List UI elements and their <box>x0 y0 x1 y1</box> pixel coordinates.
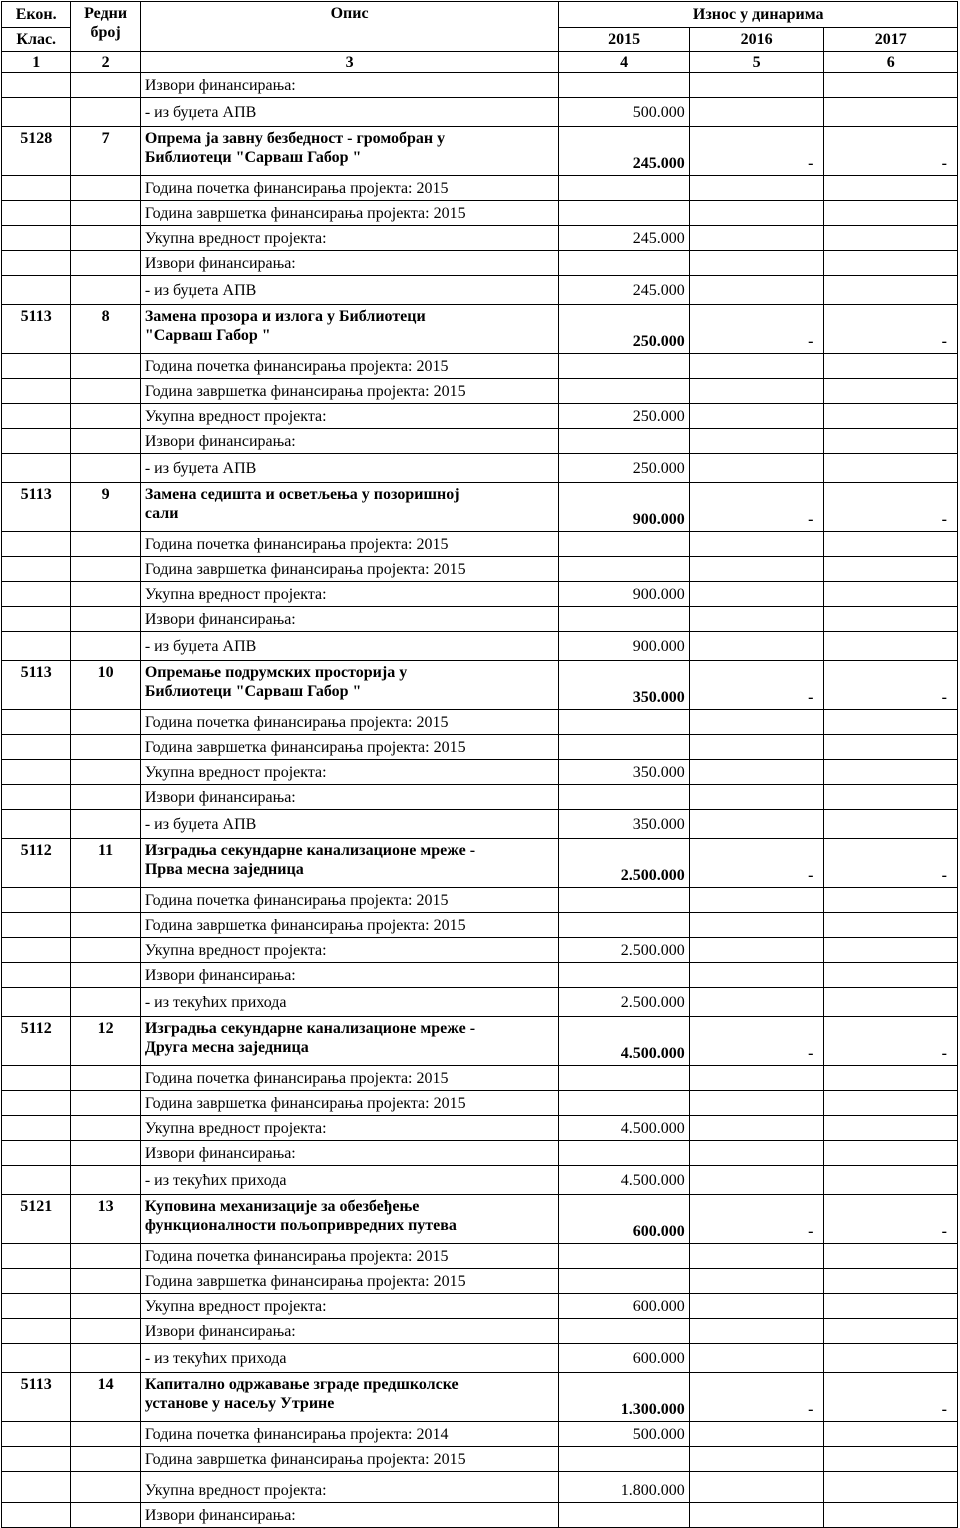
econ-class: 5113 <box>2 661 71 710</box>
ordinal: 13 <box>71 1195 140 1244</box>
value-2017: - <box>824 1017 958 1066</box>
value-2016: - <box>689 127 824 176</box>
econ-class: 5128 <box>2 127 71 176</box>
sources-label: Извори финансирања: <box>140 429 559 454</box>
project-title-line2: функционалности пољопривредних путева <box>144 1217 457 1234</box>
project-title <box>140 1195 559 1244</box>
start-year: Година почетка финансирања пројекта: 2015 <box>140 1244 559 1269</box>
source-label: - из буџета АПВ <box>140 632 559 661</box>
project-title-line2: Библиотеци "Сарваш Габор " <box>144 149 362 166</box>
sources-label: Извори финансирања: <box>140 251 559 276</box>
budget-table <box>1 1 958 1528</box>
project-title <box>140 839 559 888</box>
value-2015: 4.500.000 <box>559 1017 689 1066</box>
total-value: 350.000 <box>559 760 689 785</box>
sources-label: Извори финансирања: <box>140 785 559 810</box>
total-value: 250.000 <box>559 404 689 429</box>
value-2016: - <box>689 1017 824 1066</box>
project-title <box>140 305 559 354</box>
total-label: Укупна вредност пројекта: <box>140 1472 559 1503</box>
ordinal: 14 <box>71 1373 140 1422</box>
start-year-value: 500.000 <box>559 1422 689 1447</box>
project-title-line1: Замена седишта и осветљења у позоришној <box>144 486 460 503</box>
value-2016: - <box>689 661 824 710</box>
econ-class: 5112 <box>2 1017 71 1066</box>
ordinal: 10 <box>71 661 140 710</box>
project-title-line2: установе у насељу Утрине <box>144 1395 335 1412</box>
ordinal: 12 <box>71 1017 140 1066</box>
source-label: - из текућих прихода <box>140 988 559 1017</box>
source-value: 350.000 <box>559 810 689 839</box>
project-title-line1: Замена прозора и излога у Библиотеци <box>144 308 426 325</box>
col-number: 1 <box>2 52 71 73</box>
sources-label: Извори финансирања: <box>140 73 559 98</box>
value-2017: - <box>824 305 958 354</box>
sources-label: Извори финансирања: <box>140 1503 559 1528</box>
project-row <box>2 839 958 888</box>
header-ordinal-line2: број <box>90 24 121 41</box>
total-label: Укупна вредност пројекта: <box>140 1294 559 1319</box>
total-value: 4.500.000 <box>559 1116 689 1141</box>
source-label: - из буџета АПВ <box>140 276 559 305</box>
total-value: 900.000 <box>559 582 689 607</box>
source-label: - из буџета АПВ <box>140 454 559 483</box>
ordinal: 8 <box>71 305 140 354</box>
end-year: Година завршетка финансирања пројекта: 2015 <box>140 1447 559 1472</box>
sources-label: Извори финансирања: <box>140 607 559 632</box>
start-year: Година почетка финансирања пројекта: 2015 <box>140 532 559 557</box>
col-number: 3 <box>140 52 559 73</box>
source-value: 245.000 <box>559 276 689 305</box>
project-title-line1: Изградња секундарне канализационе мреже - <box>144 842 476 859</box>
table-row <box>2 73 958 98</box>
value-2015: 1.300.000 <box>559 1373 689 1422</box>
total-label: Укупна вредност пројекта: <box>140 938 559 963</box>
ordinal: 7 <box>71 127 140 176</box>
econ-class: 5113 <box>2 1373 71 1422</box>
project-title-line2: "Сарваш Габор " <box>144 327 271 344</box>
value-2017: - <box>824 127 958 176</box>
project-title <box>140 661 559 710</box>
econ-class: 5112 <box>2 839 71 888</box>
project-row <box>2 1195 958 1244</box>
project-title-line1: Капитално одржавање зграде предшколске <box>144 1376 459 1393</box>
value-2015: 600.000 <box>559 1195 689 1244</box>
value-2015: 250.000 <box>559 305 689 354</box>
project-row <box>2 305 958 354</box>
source-label: - из текућих прихода <box>140 1344 559 1373</box>
end-year: Година завршетка финансирања пројекта: 2015 <box>140 1091 559 1116</box>
source-value: 2.500.000 <box>559 988 689 1017</box>
start-year: Година почетка финансирања пројекта: 2015 <box>140 176 559 201</box>
start-year: Година почетка финансирања пројекта: 2015 <box>140 888 559 913</box>
value-2016: - <box>689 483 824 532</box>
total-label: Укупна вредност пројекта: <box>140 1116 559 1141</box>
value-2017: - <box>824 839 958 888</box>
value-2016: - <box>689 1195 824 1244</box>
col-number: 4 <box>559 52 689 73</box>
project-title-line2: Прва месна заједница <box>144 861 304 878</box>
value-2015: 2.500.000 <box>559 839 689 888</box>
total-value: 245.000 <box>559 226 689 251</box>
table-row <box>2 98 958 127</box>
source-label: - из буџета АПВ <box>140 98 559 127</box>
sources-label: Извори финансирања: <box>140 963 559 988</box>
header-description: Опис <box>140 2 559 52</box>
value-2015: 350.000 <box>559 661 689 710</box>
start-year: Година почетка финансирања пројекта: 2014 <box>140 1422 559 1447</box>
project-title <box>140 483 559 532</box>
value-2015: 900.000 <box>559 483 689 532</box>
col-number: 2 <box>71 52 140 73</box>
end-year: Година завршетка финансирања пројекта: 2015 <box>140 735 559 760</box>
header-year-2015: 2015 <box>559 28 689 52</box>
project-row <box>2 1017 958 1066</box>
header-ordinal-line1: Редни <box>84 5 128 22</box>
total-value: 600.000 <box>559 1294 689 1319</box>
value-2017: - <box>824 483 958 532</box>
project-title <box>140 127 559 176</box>
total-label: Укупна вредност пројекта: <box>140 582 559 607</box>
project-row <box>2 1373 958 1422</box>
header-year-2017: 2017 <box>824 28 958 52</box>
header-econ-class-line1: Екон. <box>2 2 71 28</box>
project-row <box>2 661 958 710</box>
header-amount-title: Износ у динарима <box>559 2 958 28</box>
source-value: 900.000 <box>559 632 689 661</box>
project-title-line2: Друга месна заједница <box>144 1039 309 1056</box>
end-year: Година завршетка финансирања пројекта: 2015 <box>140 913 559 938</box>
end-year: Година завршетка финансирања пројекта: 2015 <box>140 201 559 226</box>
source-value: 4.500.000 <box>559 1166 689 1195</box>
project-row <box>2 483 958 532</box>
econ-class: 5113 <box>2 305 71 354</box>
project-row <box>2 127 958 176</box>
econ-class: 5113 <box>2 483 71 532</box>
start-year: Година почетка финансирања пројекта: 2015 <box>140 1066 559 1091</box>
start-year: Година почетка финансирања пројекта: 2015 <box>140 354 559 379</box>
start-year: Година почетка финансирања пројекта: 2015 <box>140 710 559 735</box>
project-title-line1: Опрема ја завну безбедност - громобран у <box>144 130 446 147</box>
sources-label: Извори финансирања: <box>140 1141 559 1166</box>
end-year: Година завршетка финансирања пројекта: 2015 <box>140 1269 559 1294</box>
header-econ-class-line2: Клас. <box>2 28 71 52</box>
project-title <box>140 1017 559 1066</box>
project-title-line1: Опремање подрумских просторија у <box>144 664 408 681</box>
value-2015: 245.000 <box>559 127 689 176</box>
project-title-line1: Изградња секундарне канализационе мреже - <box>144 1020 476 1037</box>
total-value: 1.800.000 <box>559 1472 689 1503</box>
value-2016: - <box>689 1373 824 1422</box>
project-title-line2: сали <box>144 505 179 522</box>
value-2016: - <box>689 839 824 888</box>
end-year: Година завршетка финансирања пројекта: 2015 <box>140 557 559 582</box>
source-label: - из буџета АПВ <box>140 810 559 839</box>
sources-label: Извори финансирања: <box>140 1319 559 1344</box>
header-ordinal <box>71 2 140 52</box>
total-label: Укупна вредност пројекта: <box>140 226 559 251</box>
total-value: 2.500.000 <box>559 938 689 963</box>
col-number: 5 <box>689 52 824 73</box>
project-title-line1: Куповина механизације за обезбеђење <box>144 1198 420 1215</box>
ordinal: 11 <box>71 839 140 888</box>
header-year-2016: 2016 <box>689 28 824 52</box>
econ-class: 5121 <box>2 1195 71 1244</box>
source-value: 250.000 <box>559 454 689 483</box>
project-title-line2: Библиотеци "Сарваш Габор " <box>144 683 362 700</box>
value-2017: - <box>824 1373 958 1422</box>
ordinal: 9 <box>71 483 140 532</box>
end-year: Година завршетка финансирања пројекта: 2015 <box>140 379 559 404</box>
value-2017: - <box>824 1195 958 1244</box>
value-2017: - <box>824 661 958 710</box>
source-value: 600.000 <box>559 1344 689 1373</box>
source-value: 500.000 <box>559 98 689 127</box>
project-title <box>140 1373 559 1422</box>
total-label: Укупна вредност пројекта: <box>140 760 559 785</box>
total-label: Укупна вредност пројекта: <box>140 404 559 429</box>
col-number: 6 <box>824 52 958 73</box>
value-2016: - <box>689 305 824 354</box>
source-label: - из текућих прихода <box>140 1166 559 1195</box>
